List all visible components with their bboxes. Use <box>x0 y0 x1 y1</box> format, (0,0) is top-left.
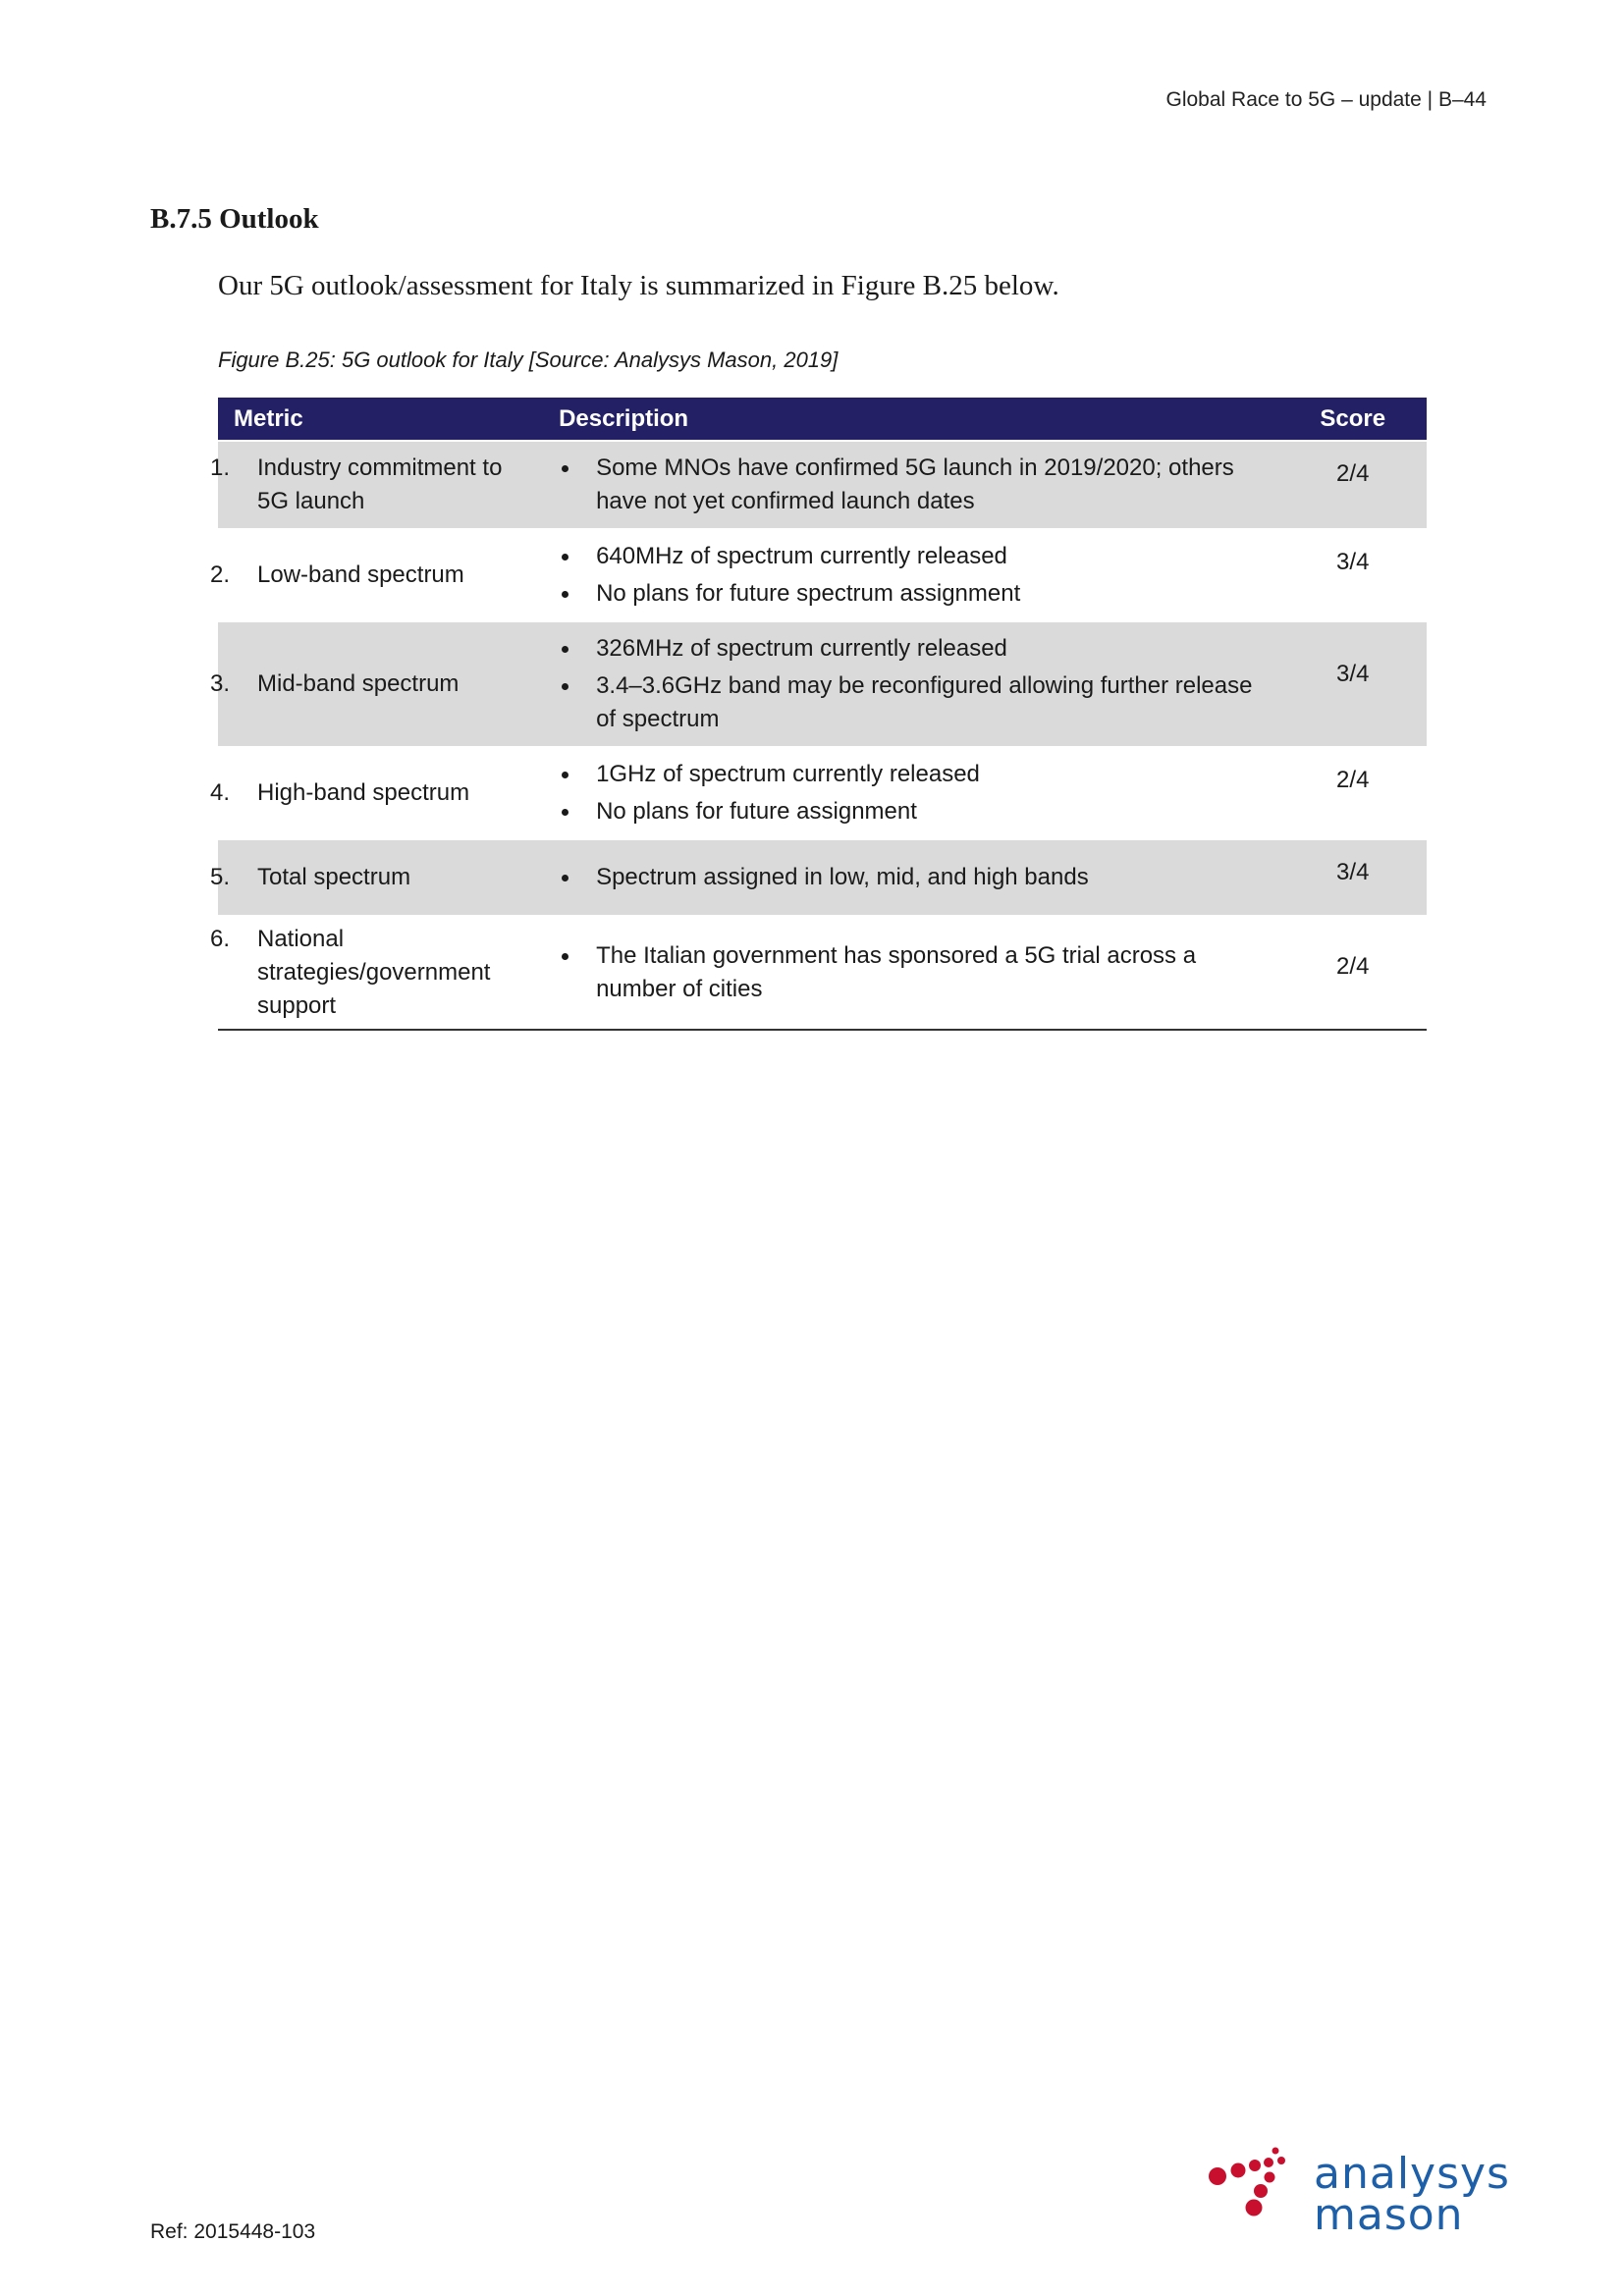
logo-dots-icon <box>1206 2140 1314 2248</box>
description-bullet: The Italian government has sponsored a 5G trial across a number of cities <box>559 939 1263 1006</box>
description-cell <box>543 839 1278 916</box>
metric-number: 3. <box>210 670 231 697</box>
metric-cell <box>210 916 543 1030</box>
metric-number: 2. <box>210 561 231 588</box>
score-cell: 2/4 <box>1278 916 1427 1030</box>
description-cell <box>543 916 1278 1030</box>
table-row <box>218 839 1427 916</box>
outlook-table <box>210 398 1427 1031</box>
table-row <box>218 916 1427 1030</box>
description-column-header: Description <box>543 398 1278 441</box>
metric-label: National strategies/government support <box>257 926 491 1019</box>
metric-label: High-band spectrum <box>257 779 470 806</box>
description-bullet: 1GHz of spectrum currently released <box>559 758 1263 791</box>
metric-label: Mid-band spectrum <box>257 670 460 697</box>
score-cell: 3/4 <box>1278 621 1427 747</box>
metric-cell <box>210 747 543 839</box>
table-row <box>218 747 1427 839</box>
metric-column-header: Metric <box>218 398 543 441</box>
intro-paragraph: Our 5G outlook/assessment for Italy is summarized in Figure B.25 below. <box>218 270 1059 301</box>
score-cell: 3/4 <box>1278 839 1427 916</box>
table-header-row <box>218 398 1427 441</box>
logo-word-analysys: analysys <box>1314 2149 1510 2199</box>
logo-wordmark <box>1314 2149 1510 2240</box>
metric-label: Industry commitment to 5G launch <box>257 454 503 514</box>
metric-label: Low-band spectrum <box>257 561 464 588</box>
table-row <box>218 621 1427 747</box>
metric-cell <box>210 621 543 747</box>
metric-number: 4. <box>210 779 231 806</box>
analysys-mason-logo <box>1206 2140 1520 2248</box>
table-row <box>218 529 1427 621</box>
description-bullet: Some MNOs have confirmed 5G launch in 2019/2020; others have not yet confirmed launch dates <box>559 452 1263 518</box>
score-cell: 2/4 <box>1278 747 1427 839</box>
table-row <box>218 441 1427 529</box>
metric-number: 1. <box>210 454 231 481</box>
running-header: Global Race to 5G – update | B–44 <box>1165 88 1487 111</box>
description-bullet: No plans for future spectrum assignment <box>559 577 1263 611</box>
section-heading: B.7.5 Outlook <box>150 203 319 235</box>
description-bullet: 326MHz of spectrum currently released <box>559 632 1263 666</box>
score-column-header: Score <box>1278 398 1427 441</box>
description-cell <box>543 621 1278 747</box>
document-reference: Ref: 2015448-103 <box>150 2220 316 2243</box>
description-cell <box>543 529 1278 621</box>
score-cell: 2/4 <box>1278 441 1427 529</box>
description-bullet: 640MHz of spectrum currently released <box>559 540 1263 573</box>
metric-number: 5. <box>210 864 231 890</box>
logo-word-mason: mason <box>1314 2190 1464 2240</box>
description-bullet: Spectrum assigned in low, mid, and high bands <box>559 861 1263 894</box>
metric-number: 6. <box>210 926 231 952</box>
metric-cell <box>210 839 543 916</box>
description-cell <box>543 747 1278 839</box>
description-cell <box>543 441 1278 529</box>
score-cell: 3/4 <box>1278 529 1427 621</box>
metric-label: Total spectrum <box>257 864 411 890</box>
metric-cell <box>210 441 543 529</box>
figure-caption: Figure B.25: 5G outlook for Italy [Source: Analysys Mason, 2019] <box>218 347 839 372</box>
description-bullet: 3.4–3.6GHz band may be reconfigured allowing further release of spectrum <box>559 669 1263 736</box>
metric-cell <box>210 529 543 621</box>
description-bullet: No plans for future assignment <box>559 795 1263 828</box>
